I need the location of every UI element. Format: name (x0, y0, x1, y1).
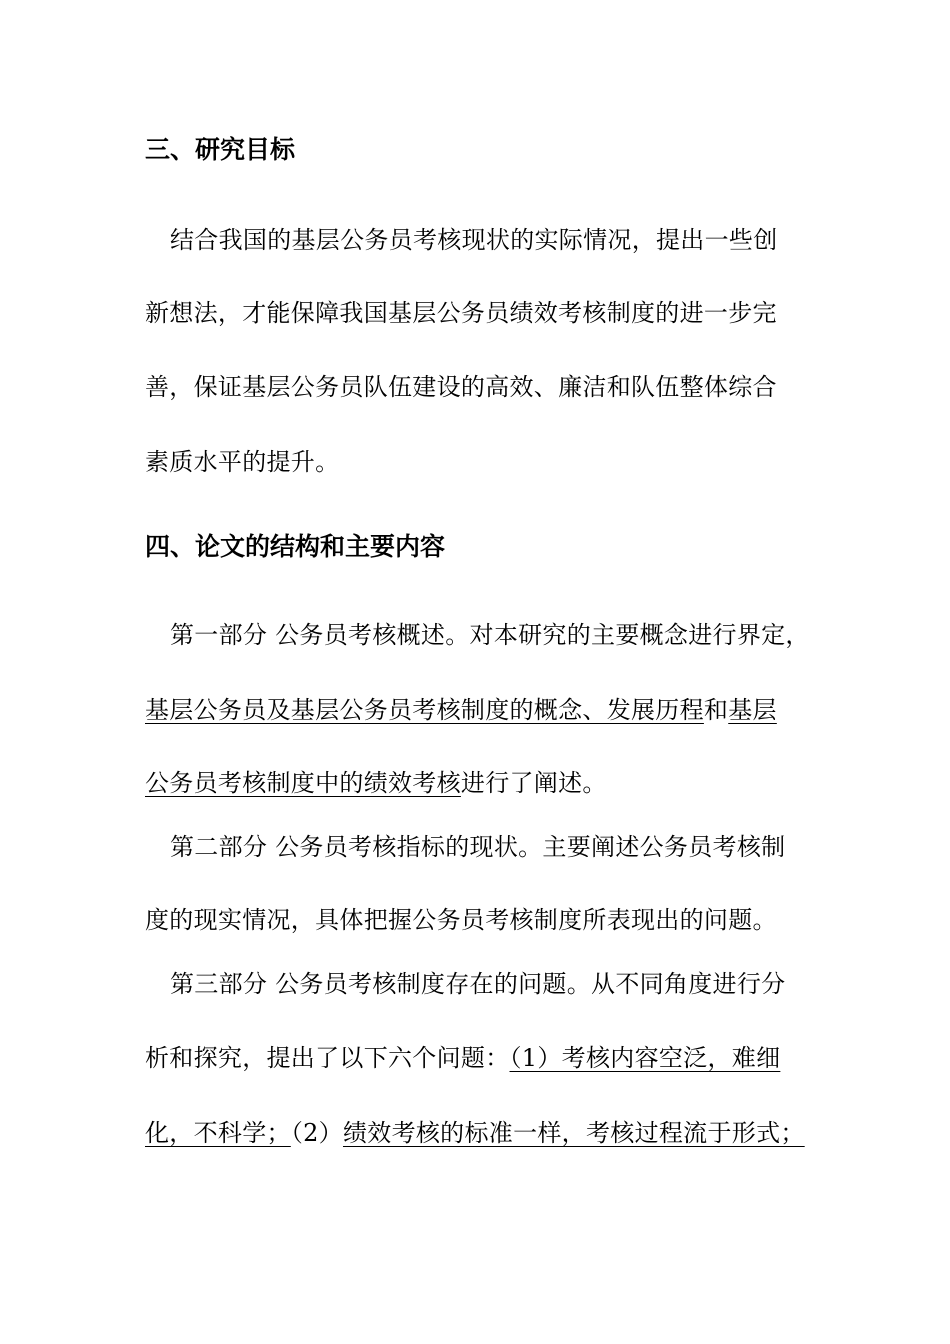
section-3-line-1: 结合我国的基层公务员考核现状的实际情况，提出一些创 (170, 226, 778, 254)
part-1-line-1: 第一部分 公务员考核概述。对本研究的主要概念进行界定， (170, 621, 810, 649)
plain-text: 析和探究，提出了以下六个问题： (145, 1044, 510, 1072)
plain-text: （2） (290, 1119, 343, 1147)
part-2-line-2: 度的现实情况，具体把握公务员考核制度所表现出的问题。 (145, 906, 777, 934)
section-3-line-2: 新想法，才能保障我国基层公务员绩效考核制度的进一步完 (145, 299, 777, 327)
plain-text: 和 (703, 696, 729, 724)
part-2-line-1: 第二部分 公务员考核指标的现状。主要阐述公务员考核制 (170, 833, 786, 861)
underlined-text: 化，不科学； (145, 1119, 291, 1147)
section-4-heading: 四、论文的结构和主要内容 (145, 532, 446, 561)
section-3-heading: 三、研究目标 (145, 135, 296, 164)
section-3-line-3: 善，保证基层公务员队伍建设的高效、廉洁和队伍整体综合 (145, 373, 777, 401)
part-3-line-1: 第三部分 公务员考核制度存在的问题。从不同角度进行分 (170, 970, 786, 998)
underlined-text: 基层 (728, 696, 777, 724)
underlined-text: （1）考核内容空泛，难细 (509, 1044, 781, 1072)
part-1-line-2 (145, 695, 777, 725)
plain-text: 进行了阐述。 (460, 769, 607, 797)
underlined-text: 基层公务员及基层公务员考核制度的概念、发展历程 (145, 696, 704, 724)
underlined-text: 公务员考核制度中的绩效考核 (145, 769, 461, 797)
underlined-text: 绩效考核的标准一样，考核过程流于形式； (342, 1119, 805, 1147)
part-1-line-3 (145, 768, 607, 798)
section-3-line-4: 素质水平的提升。 (145, 448, 340, 476)
part-3-line-3 (145, 1118, 805, 1148)
part-3-line-2 (145, 1043, 780, 1073)
